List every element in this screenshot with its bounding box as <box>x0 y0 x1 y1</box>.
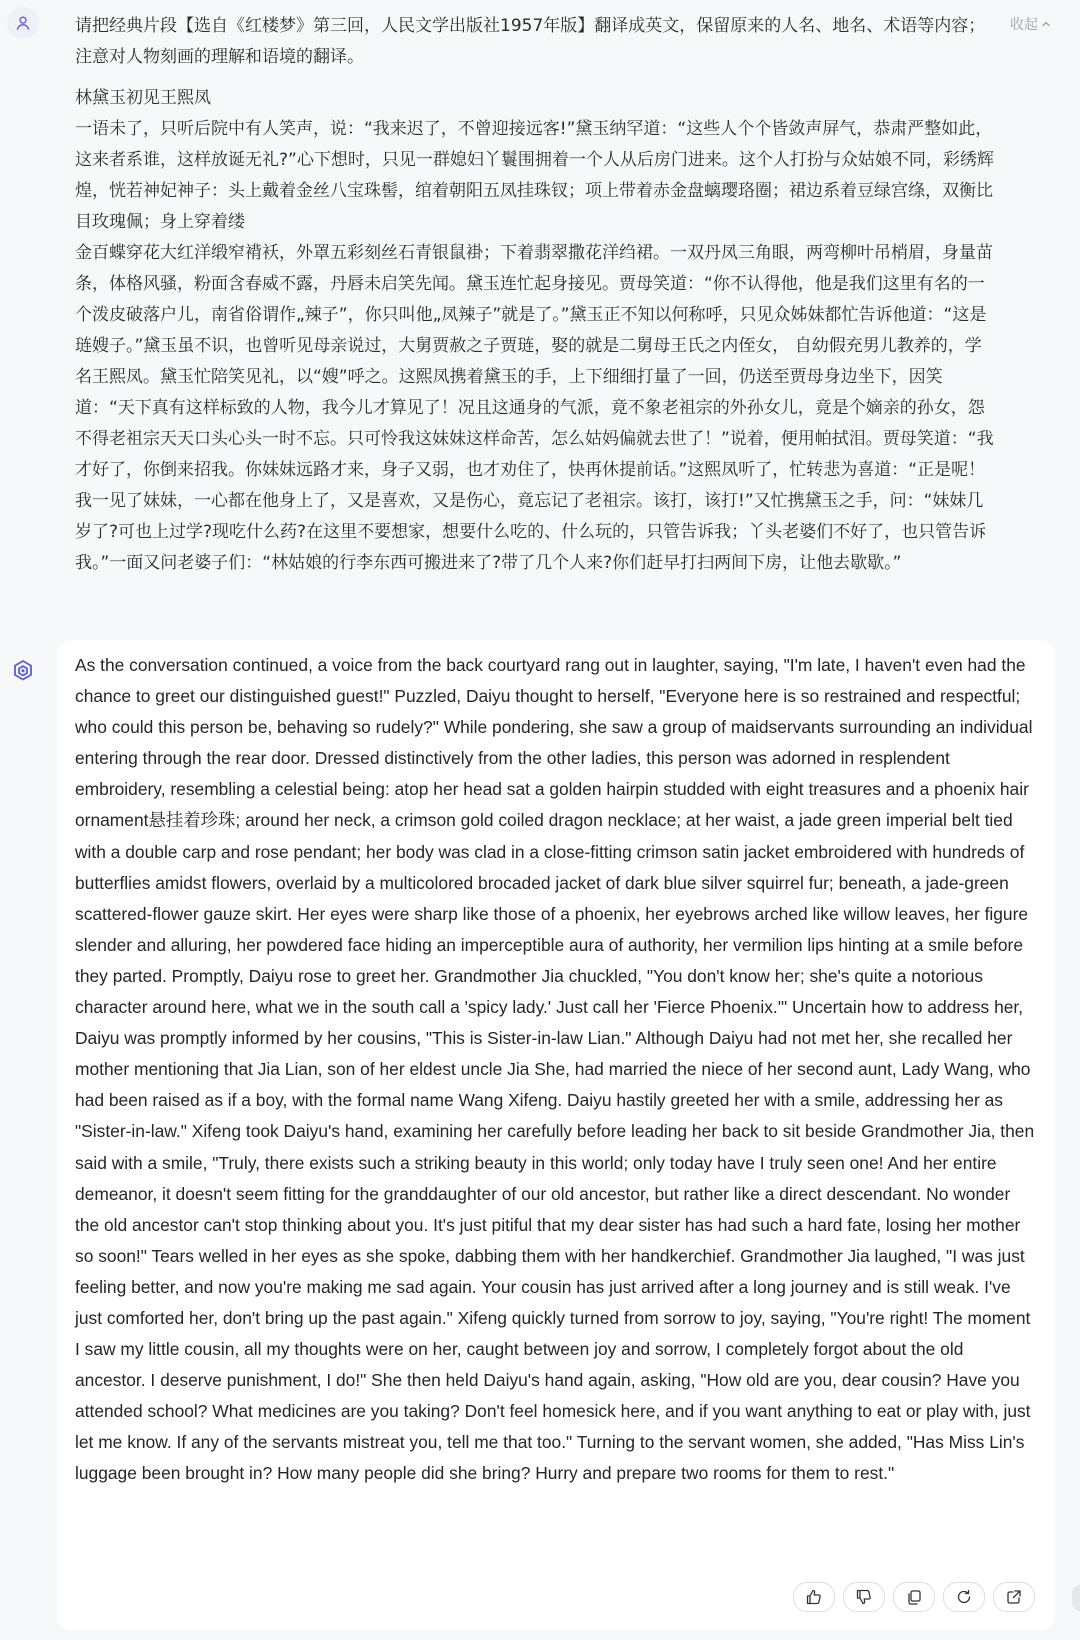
user-avatar <box>7 7 39 39</box>
collapse-button[interactable] <box>1010 14 1051 34</box>
side-scroll-handle[interactable] <box>1072 1585 1080 1611</box>
dislike-button[interactable] <box>843 1582 885 1612</box>
user-message-text <box>75 11 995 579</box>
regenerate-icon <box>955 1588 973 1606</box>
thumbs-down-icon <box>855 1588 873 1606</box>
regenerate-button[interactable] <box>943 1582 985 1612</box>
copy-button[interactable] <box>893 1582 935 1612</box>
assistant-avatar <box>8 656 38 686</box>
user-request: 请把经典片段【选自《红楼梦》第三回，人民文学出版社1957年版】翻译成英文，保留原来的人名、地名、术语等内容；注意对人物刻画的理解和语境的翻译。 <box>75 16 986 67</box>
assistant-message-text: As the conversation continued, a voice from the back courtyard rang out in laughter, saying, "I'm late, I haven't even had the chance to greet our distinguished guest!" Puzzled, Daiyu thought to herself, "Everyone here is so restrained and respectful; who could this person be, behaving so rudely?" While pondering, she saw a group of maidservants surrounding an individual entering through the rear door. Dressed distinctively from the other ladies, this person was adorned in resplendent embroidery, resembling a celestial being: atop her head sat a golden hairpin studded with eight treasures and a phoenix hair ornament悬挂着珍珠; around her neck, a crimson gold coiled dragon necklace; at her waist, a jade green imperial belt tied with a double carp and rose pendant; her body was clad in a close-fitting crimson satin jacket embroidered with hundreds of butterflies amidst flowers, overlaid by a multicolored brocaded jacket of dark blue silver squirrel fur; beneath, a jade-green scattered-flower gauze skirt. Her eyes were sharp like those of a phoenix, her eyebrows arched like willow leaves, her figure slender and alluring, her powdered face hiding an imperceptible aura of authority, her vermilion lips hinting at a smile before they parted. Promptly, Daiyu rose to greet her. Grandmother Jia chuckled, "You don't know her; she's quite a notorious character around here, what we in the south call a 'spicy lady.' Just call her 'Fierce Phoenix.'" Uncertain how to address her, Daiyu was promptly informed by her cousins, "This is Sister-in-law Lian." Although Daiyu had not met her, she recalled her mother mentioning that Jia Lian, son of her eldest uncle Jia She, had married the niece of her second aunt, Lady Wang, who had been raised as if a boy, with the formal name Wang Xifeng. Daiyu hastily greeted her with a smile, addressing her as "Sister-in-law." Xifeng took Daiyu's hand, examining her carefully before leading her back to sit beside Grandmother Jia, then said with a smile, "Truly, there exists such a striking beauty in this world; only today have I truly seen one! And her entire demeanor, it doesn't seem fitting for the granddaughter of our old ancestor, but rather like a direct descendant. No wonder the old ancestor can't stop thinking about you. It's just pitiful that my dear sister has had such a hard fate, losing her mother so soon!" Tears welled in her eyes as she spoke, dabbing them with her handkerchief. Grandmother Jia laughed, "I was just feeling better, and now you're making me sad again. Your cousin has just arrived after a long journey and is still weak. I've just comforted her, don't bring up the past again." Xifeng quickly turned from sorrow to joy, saying, "You're right! The moment I saw my little cousin, all my thoughts were on her, caught between joy and sorrow, I completely forgot about the old ancestor. I deserve punishment, I do!" She then held Daiyu's hand again, asking, "How old are you, dear cousin? Have you attended school? What medicines are you taking? Don't feel homesick here, and if you want anything to eat or play with, just let me know. If any of the servants mistreat you, tell me that too." Turning to the servant women, she added, "Has Miss Lin's luggage been brought in? How many people did she bring? Hurry and prepare two rooms for them to rest." <box>75 655 1035 1484</box>
user-icon <box>15 15 31 31</box>
collapse-label: 收起 <box>1010 16 1038 32</box>
assistant-message-card <box>57 640 1055 1630</box>
share-icon <box>1005 1588 1023 1606</box>
message-actions <box>793 1582 1035 1612</box>
copy-icon <box>905 1588 923 1606</box>
share-button[interactable] <box>993 1582 1035 1612</box>
chevron-up-icon <box>1041 19 1051 29</box>
like-button[interactable] <box>793 1582 835 1612</box>
passage-title: 林黛玉初见王熙凤 <box>75 88 211 108</box>
passage-paragraph: 金百蝶穿花大红洋缎窄褙袄，外罩五彩刻丝石青银鼠褂；下着翡翠撒花洋绉裙。一双丹凤三角眼，两弯柳叶吊梢眉，身量苗条，体格风骚，粉面含春威不露，丹唇未启笑先闻。黛玉连忙起身接见。贾母笑道：“你不认得他，他是我们这里有名的一个泼皮破落户儿，南省俗谓作„辣子”，你只叫他„凤辣子”就是了。”黛玉正不知以何称呼，只见众姊妹都忙告诉他道：“这是琏嫂子。”黛玉虽不识，也曾听见母亲说过，大舅贾赦之子贾琏，娶的就是二舅母王氏之内侄女， 自幼假充男儿教养的，学名王熙凤。黛玉忙陪笑见礼，以“嫂”呼之。这熙凤携着黛玉的手，上下细细打量了一回，仍送至贾母身边坐下，因笑道：“天下真有这样标致的人物，我今儿才算见了！况且这通身的气派，竟不象老祖宗的外孙女儿，竟是个嫡亲的孙女，怨不得老祖宗天天口头心头一时不忘。只可怜我这妹妹这样命苦，怎么姑妈偏就去世了！”说着，便用帕拭泪。贾母笑道：“我才好了，你倒来招我。你妹妹远路才来，身子又弱，也才劝住了，快再休提前话。”这熙凤听了，忙转悲为喜道：“正是呢！我一见了妹妹，一心都在他身上了，又是喜欢，又是伤心，竟忘记了老祖宗。该打，该打!”又忙携黛玉之手，问：“妹妹几岁了?可也上过学?现吃什么药?在这里不要想家，想要什么吃的、什么玩的，只管告诉我；丫头老婆们不好了，也只管告诉我。”一面又问老婆子们：“林姑娘的行李东西可搬进来了?带了几个人来?你们赶早打扫两间下房，让他去歇歇。” <box>75 243 994 573</box>
assistant-logo-icon <box>10 658 36 684</box>
thumbs-up-icon <box>805 1588 823 1606</box>
passage-paragraph: 一语未了，只听后院中有人笑声，说：“我来迟了，不曾迎接远客!”黛玉纳罕道：“这些人个个皆敛声屏气，恭肃严整如此，这来者系谁，这样放诞无礼?”心下想时，只见一群媳妇丫鬟围拥着一个人从后房门进来。这个人打扮与众姑娘不同，彩绣辉煌，恍若神妃神子：头上戴着金丝八宝珠髻，绾着朝阳五凤挂珠钗；项上带着赤金盘螭璎珞圈；裙边系着豆绿宫绦，双衡比目玫瑰佩；身上穿着缕 <box>75 119 994 232</box>
